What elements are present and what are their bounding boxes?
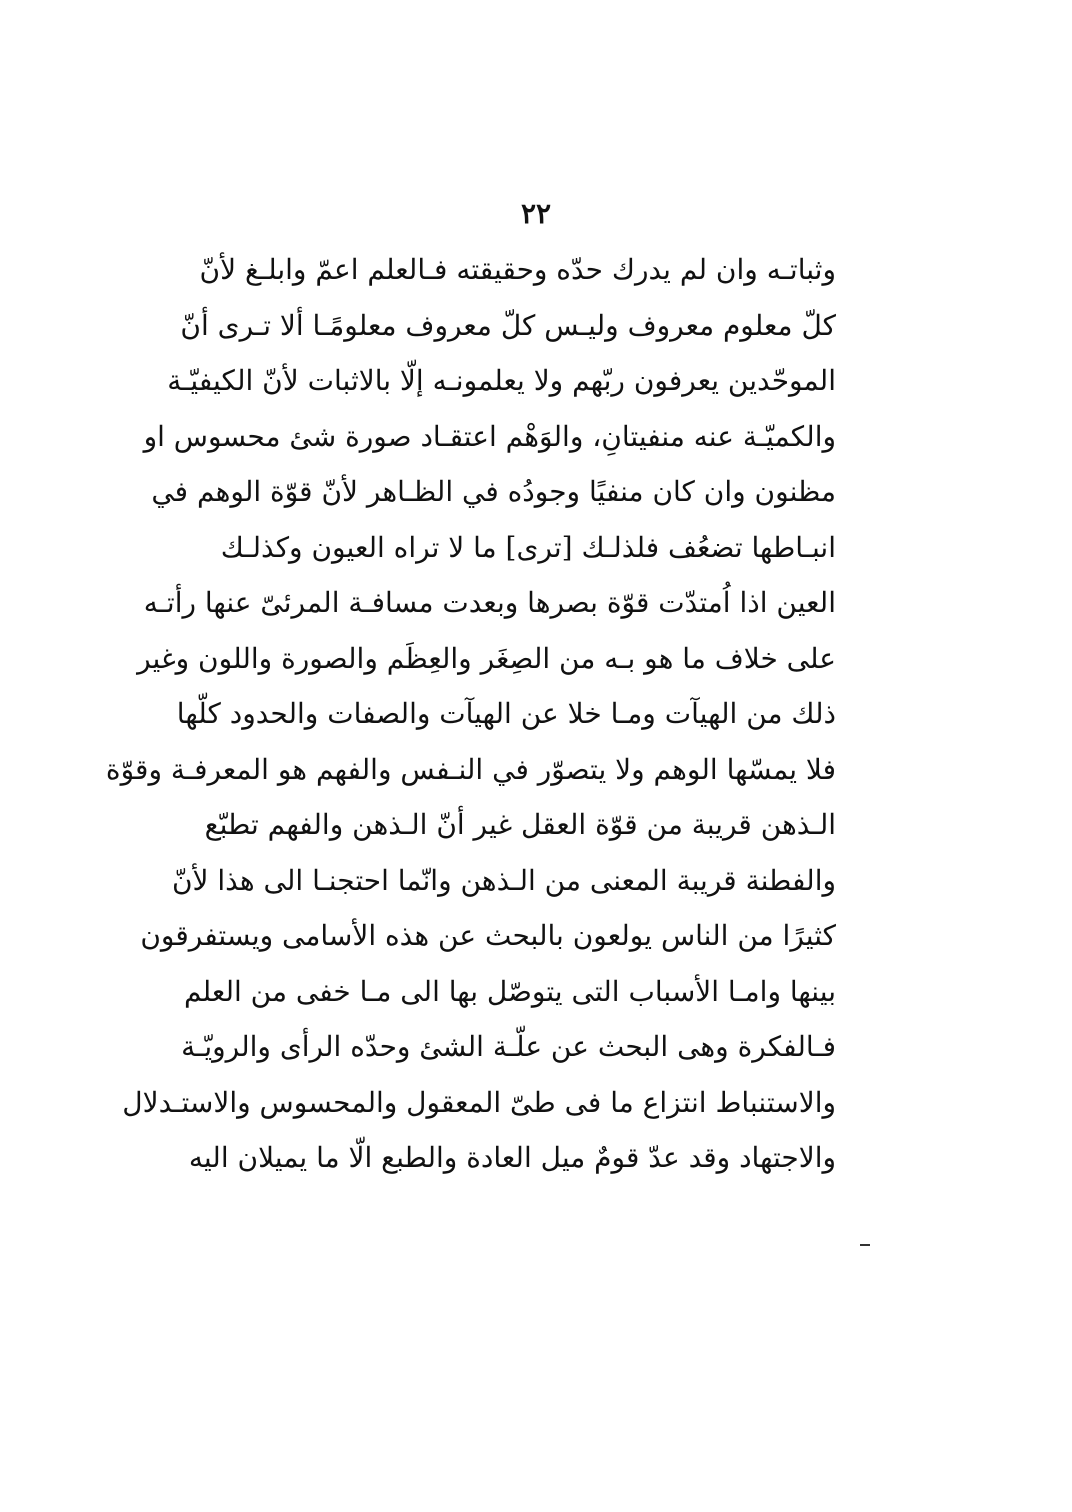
- text-line: وثباتـه وان لم يدرك حدّه وحقيقته فـالعلم اعمّ وابلـغ لأنّ: [199, 253, 836, 286]
- text-line: والاستنباط انتزاع ما فى طىّ المعقول والمحسوس والاستـدلال: [122, 1085, 836, 1119]
- text-line: على خلاف ما هو بـه من الصِغَر والعِظَم والصورة واللون وغير: [137, 641, 836, 675]
- body-text: [105, 242, 836, 1186]
- text-line: انبـاطها تضعُف فلذلـك [ترى] ما لا تراه العيون وكذلـك: [220, 530, 836, 564]
- text-line: كلّ معلوم معروف وليـس كلّ معروف معلومًـا ألا تـرى أنّ: [180, 308, 836, 342]
- text-line: والاجتهاد وقد عدّ قومٌ ميل العادة والطبع الّا ما يميلان اليه: [188, 1141, 836, 1174]
- text-line: فـالفكرة وهى البحث عن علّـة الشئ وحدّه الرأى والرويّـة: [181, 1030, 836, 1063]
- text-line: فلا يمسّها الوهم ولا يتصوّر في النـفس والفهم هو المعرفـة وقوّة: [105, 752, 836, 786]
- page-number: ٢٢: [520, 197, 552, 230]
- text-line: مظنون وان كان منفيًا وجودُه في الظـاهر لأنّ قوّة الوهم في: [151, 475, 836, 508]
- text-line: كثيرًا من الناس يولعون بالبحث عن هذه الأسامى ويستفرقون: [140, 919, 836, 952]
- text-line: الموحّدين يعرفون ربّهم ولا يعلمونـه إلّا بالاثبات لأنّ الكيفيّـة: [167, 364, 836, 397]
- scan-mark: [860, 1244, 870, 1246]
- text-line: العين اذا اُمتدّت قوّة بصرها وبعدت مسافـة المرئىّ عنها رأتـه: [143, 586, 836, 619]
- text-line: بينها وامـا الأسباب التى يتوصّل بها الى مـا خفى من العلم: [184, 974, 836, 1008]
- text-line: والكميّـة عنه منفيتانِ، والوَهْم اعتقـاد صورة شئ محسوس او: [143, 419, 836, 453]
- text-line: والفطنة قريبة المعنى من الـذهن وانّما احتجنـا الى هذا لأنّ: [171, 863, 836, 897]
- text-line: الـذهن قريبة من قوّة العقل غير أنّ الـذهن والفهم تطبّع: [204, 808, 836, 841]
- text-line: ذلك من الهيآت ومـا خلا عن الهيآت والصفات والحدود كلّها: [176, 697, 836, 730]
